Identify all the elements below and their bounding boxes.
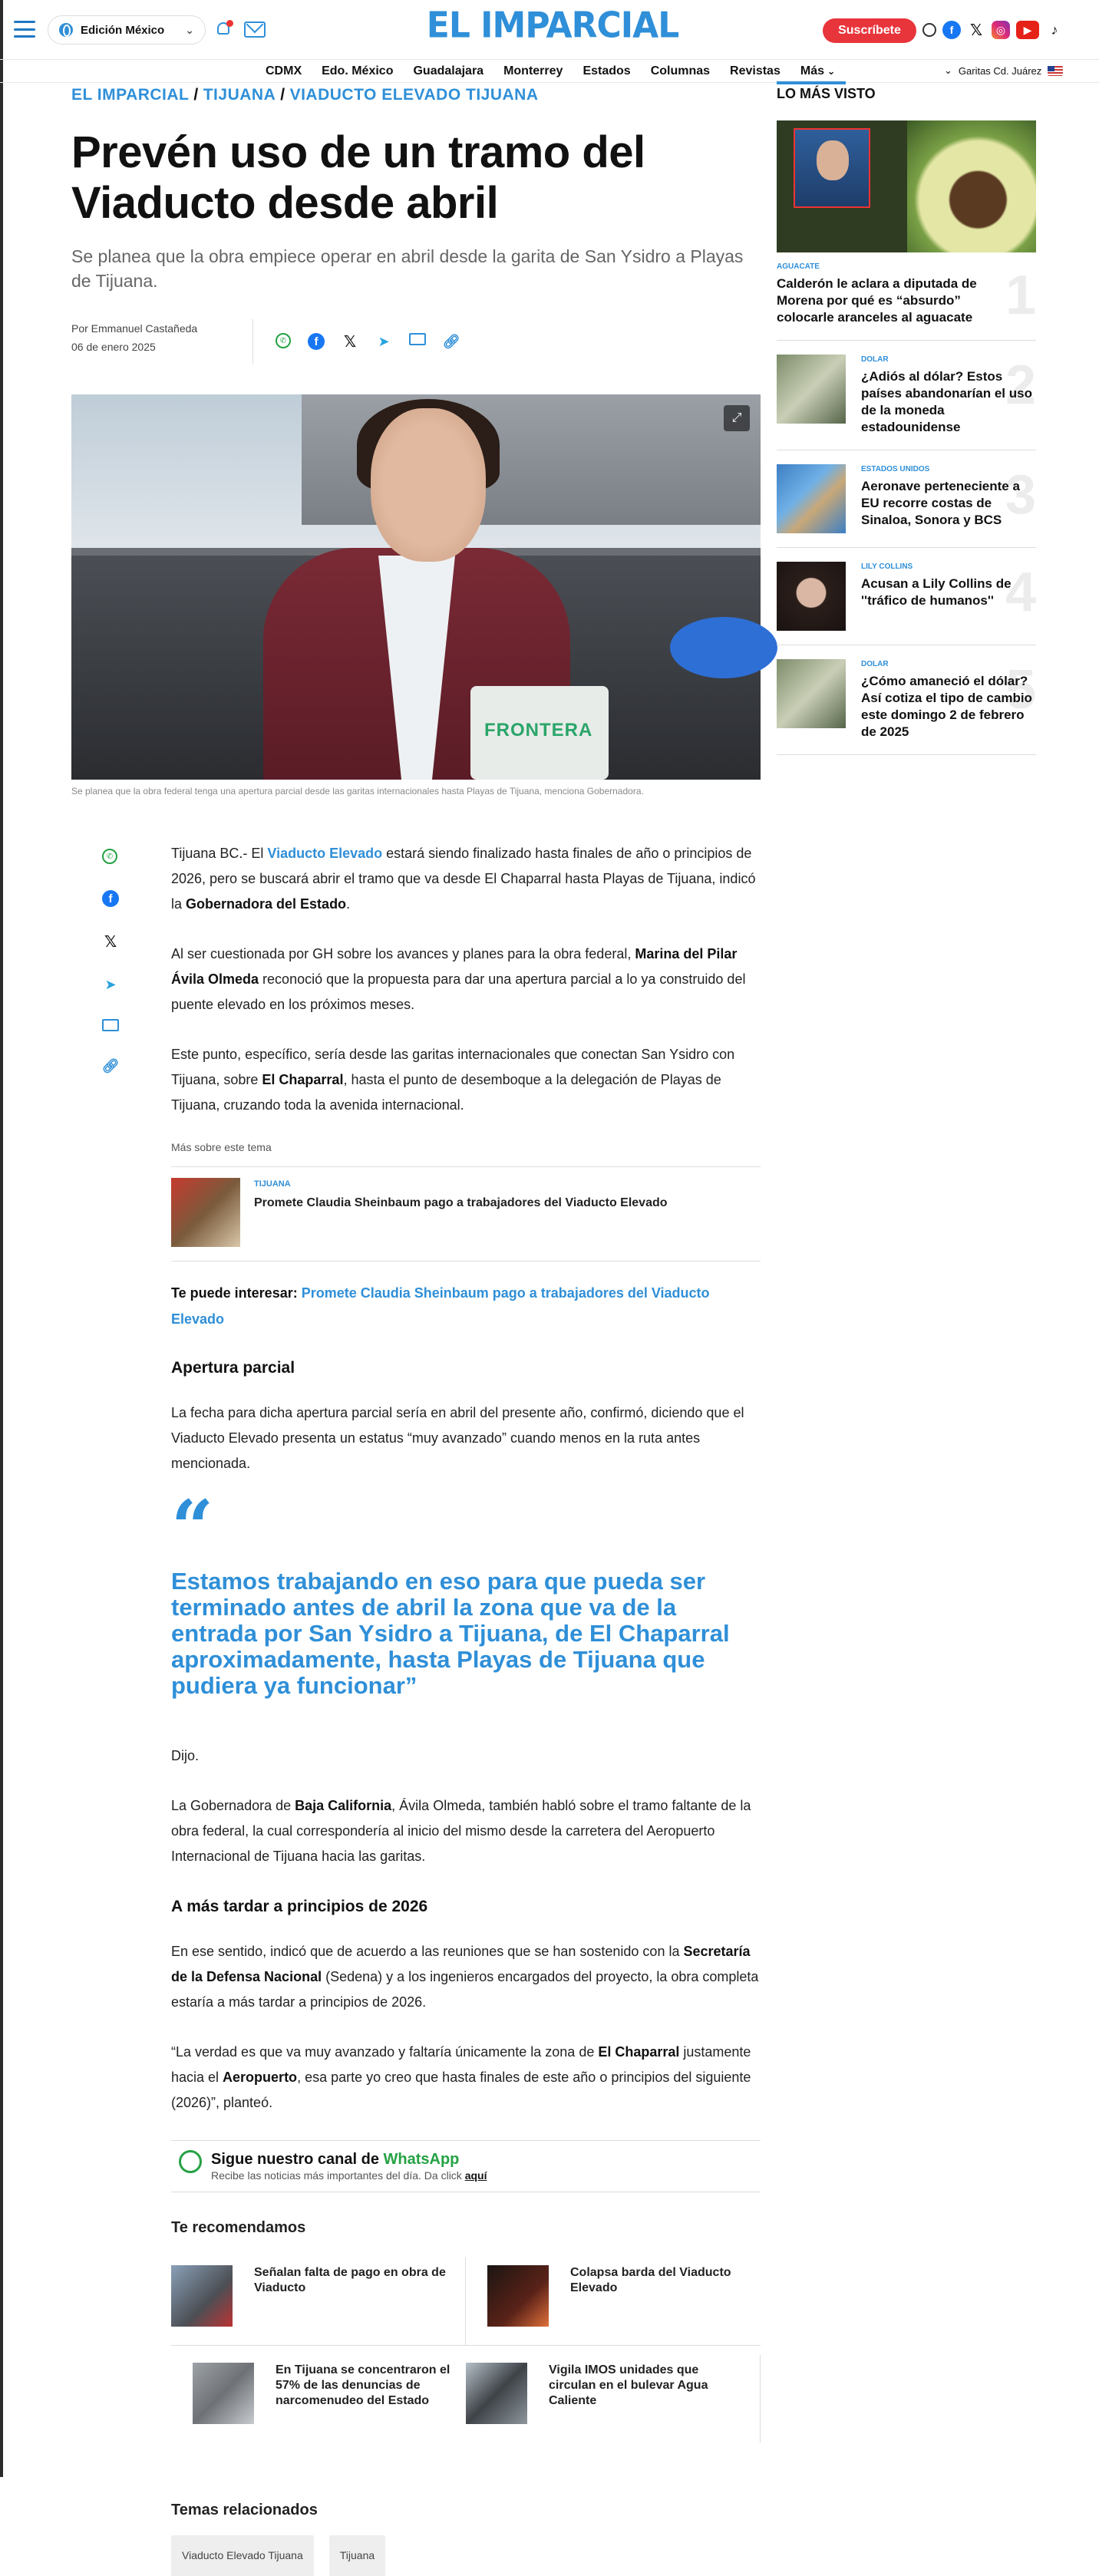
copy-link-icon[interactable]: 🔗︎ xyxy=(442,333,460,349)
site-logo[interactable]: EL IMPARCIAL xyxy=(426,5,679,47)
city-selector[interactable] xyxy=(944,64,1063,77)
globe-icon xyxy=(59,23,73,37)
item-tag: DOLAR xyxy=(861,660,889,668)
newsletter-mail-icon[interactable] xyxy=(244,21,266,38)
article-subtitle: Se planea que la obra empiece operar en abril desde la garita de San Ysidro a Playas de Tijuana. xyxy=(71,246,744,291)
featured-image[interactable] xyxy=(777,120,1036,252)
article xyxy=(71,86,761,2576)
related-tag: TIJUANA xyxy=(254,1179,291,1189)
related-thumbnail xyxy=(171,1178,240,1247)
recommended-heading: Te recomendamos xyxy=(171,2219,306,2236)
item-title: Aeronave perteneciente a EU recorre costas de Sinaloa, Sonora y BCS xyxy=(861,479,1020,527)
tiktok-icon[interactable]: ♪ xyxy=(1051,21,1058,38)
facebook-icon[interactable]: f xyxy=(942,21,961,39)
image-caption: Se planea que la obra federal tenga una apertura parcial desde las garitas internacionales hasta Playas de Tijuana, menciona Gobernadora. xyxy=(71,786,644,797)
interest-link[interactable]: Promete Claudia Sheinbaum pago a trabajadores del Viaducto Elevado xyxy=(171,1285,710,1327)
sidebar-title: LO MÁS VISTO xyxy=(777,86,876,101)
paragraph: Al ser cuestionada por GH sobre los avances y planes para la obra federal, Marina del Pilar Ávila Olmeda reconoció que la propuesta para dar una apertura parcial a lo ya construido del puente elevado en los próximos meses. xyxy=(171,946,746,1012)
section-heading: A más tardar a principios de 2026 xyxy=(171,1898,428,1915)
breadcrumb-item[interactable]: VIADUCTO ELEVADO TIJUANA xyxy=(289,86,539,104)
nav-item-guadalajara[interactable]: Guadalajara xyxy=(413,64,484,78)
quote-mark-icon: “ xyxy=(171,1484,214,1571)
item-tag: DOLAR xyxy=(861,355,889,364)
header-icon-group xyxy=(922,21,1064,39)
topic-chips xyxy=(171,2535,761,2576)
pull-quote: Estamos trabajando en eso para que pueda ser terminado antes de abril la zona que va de la entrada por San Ysidro a Tijuana, de El Chaparral aproximadamente, hasta Playas de Tijuana que pudiera ya funcionar” xyxy=(171,1568,730,1699)
most-viewed-item[interactable] xyxy=(777,450,1036,548)
microphone-brand: FRONTERA xyxy=(484,720,593,740)
vertical-share-bar xyxy=(102,849,119,1074)
hero-image[interactable] xyxy=(71,394,761,780)
may-interest: Te puede interesar: Promete Claudia Sheinbaum pago a trabajadores del Viaducto Elevado xyxy=(171,1285,710,1327)
copy-link-icon[interactable]: 🔗︎ xyxy=(101,1057,120,1074)
item-title: ¿Adiós al dólar? Estos países abandonarían el uso de la moneda estadounidense xyxy=(861,369,1032,434)
edition-selector[interactable] xyxy=(48,15,206,45)
recommended-card[interactable] xyxy=(466,2258,761,2345)
recommended-card[interactable] xyxy=(171,2258,466,2345)
item-tag: ESTADOS UNIDOS xyxy=(861,465,930,473)
menu-icon[interactable] xyxy=(14,21,35,38)
email-share-icon[interactable] xyxy=(409,333,426,345)
recommended-thumbnail xyxy=(487,2265,549,2327)
item-title: Calderón le aclara a diputada de Morena por qué es “absurdo” colocarle aranceles al aguacate xyxy=(777,276,977,325)
item-thumbnail xyxy=(777,464,846,533)
top-header xyxy=(0,0,1099,60)
author-name: Por Emmanuel Castañeda xyxy=(71,322,198,335)
most-viewed-item[interactable] xyxy=(777,252,1036,341)
breadcrumb-item[interactable]: EL IMPARCIAL xyxy=(71,86,190,104)
recommended-grid xyxy=(171,2258,761,2442)
facebook-share-icon[interactable]: f xyxy=(102,890,119,907)
whatsapp-share-icon[interactable]: ✆ xyxy=(276,333,291,348)
email-share-icon[interactable] xyxy=(102,1019,119,1031)
whatsapp-title: Sigue nuestro canal de WhatsApp xyxy=(211,2151,460,2168)
related-title: Promete Claudia Sheinbaum pago a trabajadores del Viaducto Elevado xyxy=(254,1196,668,1209)
x-icon[interactable]: 𝕏 xyxy=(969,21,983,39)
item-title: Acusan a Lily Collins de ''tráfico de humanos'' xyxy=(861,576,1012,608)
recommended-title: Vigila IMOS unidades que circulan en el bulevar Agua Caliente xyxy=(549,2363,708,2407)
related-article-card[interactable] xyxy=(171,1167,761,1262)
nav-item-revistas[interactable]: Revistas xyxy=(730,64,781,78)
nav-item-cdmx[interactable]: CDMX xyxy=(266,64,302,78)
recommended-title: En Tijuana se concentraron el 57% de las denuncias de narcomenudeo del Estado xyxy=(276,2363,450,2407)
inline-link[interactable]: Viaducto Elevado xyxy=(267,846,383,861)
breadcrumb: EL IMPARCIAL / TIJUANA / VIADUCTO ELEVADO TIJUANA xyxy=(71,86,539,104)
nav-active-indicator xyxy=(777,81,846,84)
most-viewed-item[interactable] xyxy=(777,341,1036,450)
nav-item-edo-m-xico[interactable]: Edo. México xyxy=(322,64,394,78)
edition-label: Edición México xyxy=(81,23,165,37)
recommended-card[interactable] xyxy=(171,2355,466,2442)
telegram-share-icon[interactable]: ➤ xyxy=(104,976,117,992)
item-tag: LILY COLLINS xyxy=(861,562,913,571)
article-title: Prevén uso de un tramo del Viaducto desde abril xyxy=(71,127,645,228)
nav-items xyxy=(266,60,836,83)
main-nav xyxy=(0,60,1099,83)
recommended-thumbnail xyxy=(466,2363,527,2424)
most-viewed-item[interactable] xyxy=(777,645,1036,755)
recommended-title: Señalan falta de pago en obra de Viaducto xyxy=(254,2266,446,2294)
whatsapp-link[interactable]: aquí xyxy=(464,2169,487,2182)
article-body xyxy=(71,841,761,2576)
notifications-bell-icon[interactable] xyxy=(215,20,232,38)
section-heading: Apertura parcial xyxy=(171,1359,295,1377)
paragraph: Este punto, específico, sería desde las garitas internacionales que conectan San Ysidro con Tijuana, sobre El Chaparral, hasta el punto de desemboque a la delegación de Playas de Tijuana, cruzando toda la avenida internacional. xyxy=(171,1047,735,1113)
whatsapp-icon xyxy=(179,2150,202,2173)
paragraph: En ese sentido, indicó que de acuerdo a las reuniones que se han sostenido con la Secretaría de la Defensa Nacional (Sedena) y a los ingenieros encargados del proyecto, la obra completa estaría a más tardar a principios de 2026. xyxy=(171,1944,759,2010)
most-viewed-item[interactable] xyxy=(777,548,1036,645)
item-title: ¿Cómo amaneció el dólar? Así cotiza el tipo de cambio este domingo 2 de febrero de 2025 xyxy=(861,674,1032,739)
related-topics-heading: Temas relacionados xyxy=(171,2502,318,2518)
share-bar xyxy=(276,333,460,350)
nav-item-columnas[interactable]: Columnas xyxy=(650,64,711,78)
instagram-icon[interactable]: ◎ xyxy=(992,21,1010,39)
article-meta xyxy=(71,319,761,364)
recommended-card[interactable] xyxy=(466,2355,761,2442)
paragraph: La Gobernadora de Baja California, Ávila Olmeda, también habló sobre el tramo faltante de la obra federal, la cual correspondería al inicio del mismo desde la carretera del Aeropuerto Internacional de Tijuana hacia las garitas. xyxy=(171,1798,751,1864)
search-icon[interactable] xyxy=(922,23,936,37)
breadcrumb-item[interactable]: TIJUANA xyxy=(203,86,276,104)
paragraph: “La verdad es que va muy avanzado y faltaría únicamente la zona de El Chaparral justamente hacia el Aeropuerto, esa parte yo creo que hasta finales de este año o principios del siguiente (2026)”, planteó. xyxy=(171,2044,751,2110)
facebook-share-icon[interactable]: f xyxy=(308,333,325,350)
nav-item-m-s[interactable]: Más ⌄ xyxy=(800,64,836,78)
rank-number: 2 xyxy=(1005,355,1036,416)
most-viewed-sidebar xyxy=(777,86,1036,755)
item-thumbnail xyxy=(777,659,846,728)
subscribe-button[interactable]: Suscríbete xyxy=(823,18,916,43)
item-tag: AGUACATE xyxy=(777,262,820,271)
rank-number: 4 xyxy=(1005,562,1036,623)
paragraph: Dijo. xyxy=(171,1748,200,1763)
microphone-flag xyxy=(470,686,609,780)
topic-chip[interactable]: Viaducto Elevado Tijuana xyxy=(171,2535,314,2576)
recommended-thumbnail xyxy=(193,2363,254,2424)
whatsapp-subtitle: Recibe las noticias más importantes del día. Da click aquí xyxy=(211,2169,487,2182)
nav-item-monterrey[interactable]: Monterrey xyxy=(503,64,563,78)
us-flag-icon xyxy=(1048,66,1063,76)
chevron-down-icon: ⌄ xyxy=(185,23,194,36)
publish-date: 06 de enero 2025 xyxy=(71,341,156,353)
x-share-icon[interactable]: 𝕏 xyxy=(104,933,117,951)
expand-icon[interactable]: ⤢ xyxy=(724,405,750,431)
chevron-down-icon: ⌄ xyxy=(944,64,952,76)
rank-number: 3 xyxy=(1005,464,1036,526)
more-on-topic-label: Más sobre este tema xyxy=(171,1135,761,1167)
left-edge-rail xyxy=(0,0,3,2477)
nav-item-estados[interactable]: Estados xyxy=(583,64,631,78)
rank-number: 1 xyxy=(1005,265,1036,326)
recommended-title: Colapsa barda del Viaducto Elevado xyxy=(570,2266,731,2294)
topic-chip[interactable]: Tijuana xyxy=(329,2535,385,2576)
recommended-thumbnail xyxy=(171,2265,233,2327)
x-share-icon[interactable]: 𝕏 xyxy=(343,333,357,351)
whatsapp-share-icon[interactable]: ✆ xyxy=(102,849,117,864)
youtube-icon[interactable]: ▶ xyxy=(1016,21,1039,39)
city-label: Garitas Cd. Juárez xyxy=(958,64,1042,77)
rank-number: 5 xyxy=(1005,659,1036,721)
paragraph: La fecha para dicha apertura parcial sería en abril del presente año, confirmó, diciendo que el Viaducto Elevado presenta un estatus “muy avanzado” cuando menos en la ruta antes mencionada. xyxy=(171,1405,744,1471)
telegram-share-icon[interactable]: ➤ xyxy=(378,333,390,349)
item-thumbnail xyxy=(777,562,846,631)
article-content xyxy=(171,841,761,2576)
meta-divider xyxy=(252,319,253,364)
item-thumbnail xyxy=(777,355,846,424)
paragraph: Tijuana BC.- El Viaducto Elevado estará siendo finalizado hasta finales de año o principios de 2026, pero se buscará abrir el tramo que va desde El Chaparral hasta Playas de Tijuana, indicó la Gobernadora del Estado. xyxy=(171,846,756,912)
whatsapp-channel-banner[interactable] xyxy=(171,2140,761,2192)
